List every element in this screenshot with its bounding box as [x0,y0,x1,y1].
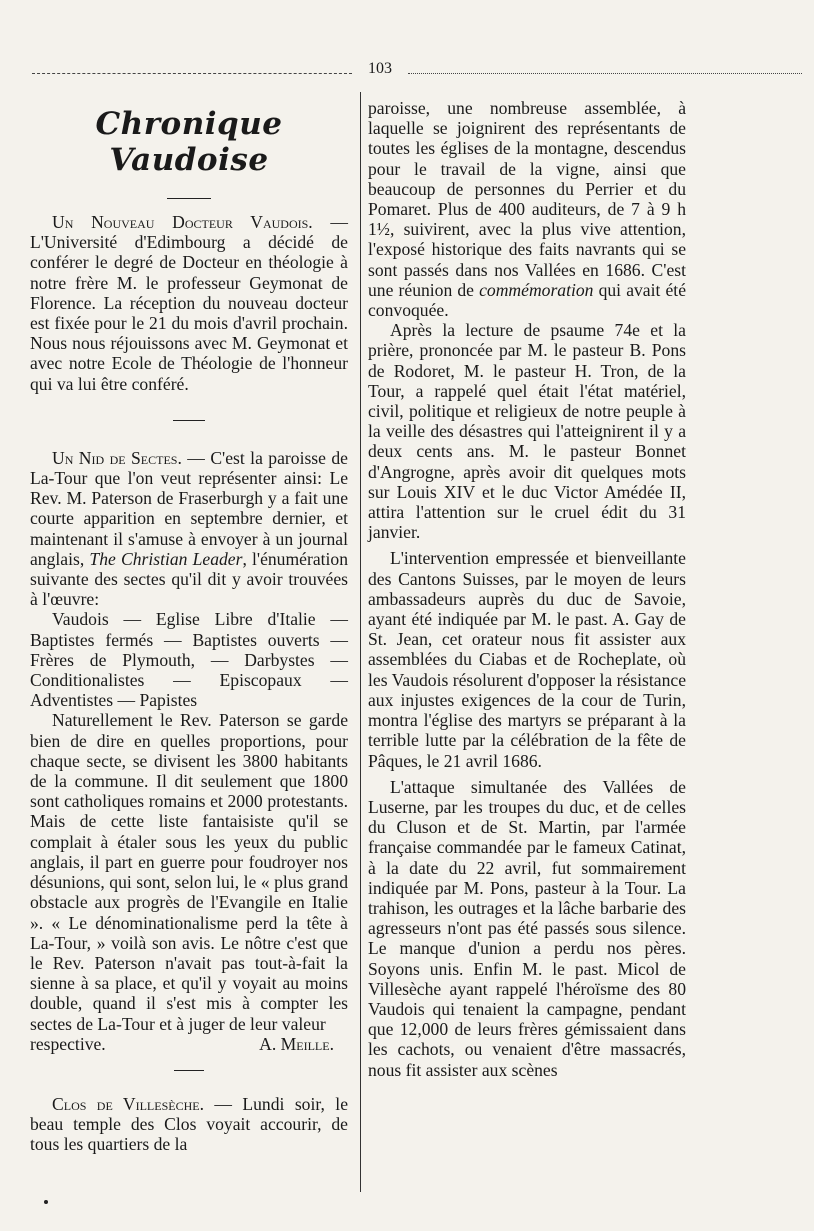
article-text: qui avait été convoquée. [368,279,687,321]
left-column [30,92,348,1155]
article-paragraph: Après la lecture de psaume 74e et la prière, prononcée par M. le pasteur B. Pons de Rodoret, M. le pasteur H. Tron, de la Tour, a rappelé quel était l'état matériel, civil, politique et religieux de notre peuple à la veille des désastres qui l'atteignirent il y a deux cents ans. M. le pasteur Bonnet d'Angrogne, après avoir dit quelques mots sur Louis XIV et le duc Victor Amédée II, attira l'attention sur le cruel édit du 31 janvier. [368,320,686,543]
signature-line [30,1034,348,1054]
article-nid-de-sectes [30,448,348,610]
article-heading: Un Nouveau Docteur Vaudois. [52,212,313,232]
page-header [32,60,802,84]
article-text: L'Université d'Edimbourg a décidé de conférer le degré de Docteur en théologie à notre frère M. le professeur Geymonat de Florence. La réception du nouveau docteur est fixée pour le 21 du mois d'avril prochain. Nous nous réjouissons avec M. Geymonat et avec notre Ecole de Théologie de l'honneur qui va lui être conféré. [30,232,348,394]
heading-dash: — [312,212,348,232]
article-paragraph: Naturellement le Rev. Paterson se garde bien de dire en quelles proportions, pour chaque secte, se divisent les 3800 habitants de la commune. Il dit seulement que 1800 sont catholiques romains et 2000 protestants. Mais de cette liste fantaisiste qu'il se complait à étaler sous les yeux du public anglais, il part en guerre pour foudroyer nos désunions, qui sont, selon lui, le « plus grand obstacle aux progrès de l'Evangile en Italie ». « Le dénominationalisme perd la tête à La-Tour, » voilà son avis. Le nôtre c'est que le Rev. Paterson n'avait pas tout-à-fait la sienne à sa place, et qu'il y voyait au moins double, quand il s'est mis à compter les sectes de La-Tour et à juger de leur valeur [30,710,348,1034]
article-text: , l'énumération suivante des sectes qu'il dit y avoir trouvées à l'œuvre: [30,548,349,610]
sect-list: Vaudois — Eglise Libre d'Italie — Baptistes fermés — Baptistes ouverts — Frères de Plymouth, — Darbystes — Conditionalistes — Episcopaux — Adventistes — Papistes [30,609,348,711]
article-text: C'est la paroisse de La-Tour que l'on veut représenter ainsi: Le Rev. M. Paterson de Fraserburgh y a fait une courte apparition en septembre dernier, et maintenant il s'amuse à envoyer à un journal anglais, [30,447,348,569]
article-clos-de-villeseche [30,1094,348,1155]
article-separator [30,1058,348,1084]
author-signature: A. Meille. [259,1033,334,1054]
heading-dash: — [181,447,211,468]
heading-dash: — [203,1093,243,1114]
article-separator [30,408,348,434]
article-paragraph: L'intervention empressée et bienveillante des Cantons Suisses, par le moyen de leurs ambassadeurs auprès du duc de Savoie, ayant été indiquée par M. le past. A. Gay de St. Jean, cet orateur nous fit assister aux assemblées du Ciabas et de Rocheplate, où les Vaudois résolurent d'opposer la résistance aux injustes exigences de la cour de Turin, montra l'église des martyrs se préparant à la terrible lutte par la célébration de la fête de Pâques, le 21 avril 1686. [368,548,686,771]
header-rule-right [408,73,802,74]
header-rule-left [32,73,352,74]
article-continuation [368,98,686,320]
page-number: 103 [368,60,392,77]
article-text: paroisse, une nombreuse assemblée, à laquelle se joignirent des représentants de toutes les églises de la montagne, descendus pour le travail de la vigne, ainsi que beaucoup de personnes du Perrier et du Pomaret. Plus de 400 auditeurs, de 7 à 9 h 1½, suivirent, avec la plus vive attention, l'exposé historique des faits navrants qui se sont passés dans nos Vallées en 1686. C'est une réunion de [368,98,686,300]
right-column [368,98,686,1080]
article-nouveau-docteur [30,212,348,394]
article-heading: Clos de Villesèche. [52,1093,204,1114]
journal-title: The Christian Leader [89,548,243,569]
emphasis-term: commémoration [479,279,594,300]
article-heading: Un Nid de Sectes. [52,447,182,468]
ink-speck [44,1200,48,1204]
title-separator [30,186,348,212]
article-text: Lundi soir, le beau temple des Clos voyait accourir, de tous les quartiers de la [30,1093,348,1155]
article-paragraph: L'attaque simultanée des Vallées de Luserne, par les troupes du duc, et de celles du Cluson et de St. Martin, par l'armée française commandée par le fameux Catinat, à la date du 22 avril, fut sommairement indiquée par M. Pons, pasteur à la Tour. La trahison, les outrages et la lâche barbarie des agresseurs n'ont pas été passés sous silence. Le manque d'union a perdu nos pères. Soyons unis. Enfin M. le past. Micol de Villesèche ayant rappelé l'héroïsme des 80 Vaudois qui tenaient la campagne, pendant que 12,000 de leurs frères gémissaient dans les cachots, ou venaient d'être massacrés, nous fit assister aux scènes [368,776,686,1080]
chronicle-title: Chronique Vaudoise [95,106,283,178]
column-divider [360,92,361,1192]
article-text: respective. [30,1033,106,1054]
